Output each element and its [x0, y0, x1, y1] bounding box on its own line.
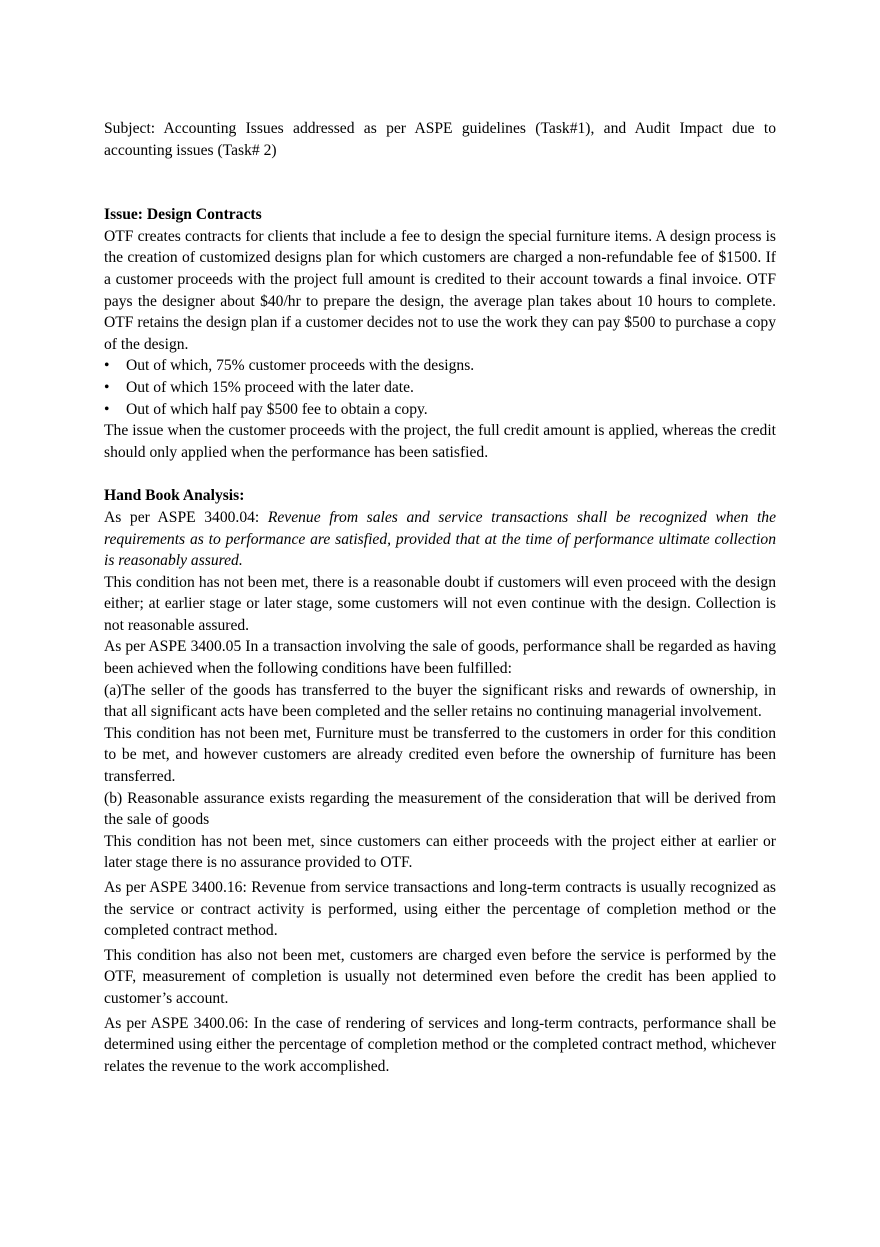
issue-heading: Issue: Design Contracts [104, 206, 262, 224]
condition-b-paragraph: (b) Reasonable assurance exists regarding the measurement of the consideration that will be derived from the sale of goods [104, 789, 776, 829]
bullet-item: • Out of which half pay $500 fee to obtain a copy. [104, 399, 776, 421]
issue-closing: The issue when the customer proceeds with the project, the full credit amount is applied, whereas the credit should only applied when the performance has been satisfied. [104, 422, 776, 461]
bullet-item: • Out of which 15% proceed with the later date. [104, 377, 776, 399]
analysis-paragraph: This condition has not been met, since customers can either proceeds with the project either at earlier or later stage there is no assurance provided to OTF. [104, 832, 776, 872]
issue-section [104, 204, 776, 463]
aspe-3400-04-paragraph [104, 507, 776, 572]
bullet-item: • Out of which, 75% customer proceeds with the designs. [104, 355, 776, 377]
analysis-paragraph: This condition has not been met, there is a reasonable doubt if customers will even proceed with the design either; at earlier stage or later stage, some customers will not even continue with the design. Collection is not reasonable assured. [104, 573, 776, 634]
aspe-3400-04-quote: Revenue from sales and service transactions shall be recognized when the requirements as to performance are satisfied, provided that at the time of performance ultimate collection is reasonably assured. [104, 508, 776, 570]
aspe-3400-05-paragraph: As per ASPE 3400.05 In a transaction involving the sale of goods, performance shall be regarded as having been achieved when the following conditions have been fulfilled: [104, 638, 776, 678]
analysis-paragraph: This condition has not been met, Furniture must be transferred to the customers in order for this condition to be met, and however customers are already credited even before the ownership of furniture has been transferred. [104, 724, 776, 786]
analysis-section [104, 485, 776, 1077]
issue-paragraph: OTF creates contracts for clients that include a fee to design the special furniture items. A design process is the creation of customized designs plan for which customers are charged a non-refundable fee of $1500. If a customer proceeds with the project full amount is credited to their account towards a final invoice. OTF pays the designer about $40/hr to prepare the design, the average plan takes about 10 hours to complete. OTF retains the design plan if a customer decides not to use the work they can pay $500 to purchase a copy of the design. [104, 227, 776, 353]
document-page [104, 118, 776, 1077]
condition-a-paragraph: (a)The seller of the goods has transferred to the buyer the significant risks and rewards of ownership, in that all significant acts have been completed and the seller retains no continuing managerial involvement. [104, 681, 776, 721]
analysis-paragraph: This condition has also not been met, customers are charged even before the service is performed by the OTF, measurement of completion is usually not determined even before the credit has been applied to customer’s account. [104, 946, 776, 1007]
section-spacer [104, 463, 776, 485]
analysis-heading: Hand Book Analysis: [104, 487, 245, 505]
aspe-3400-04-prefix: As per ASPE 3400.04: [104, 508, 268, 526]
issue-bullet-list [104, 355, 776, 420]
aspe-3400-06-paragraph: As per ASPE 3400.06: In the case of rendering of services and long-term contracts, performance shall be determined using either the percentage of completion method or the completed contract method, whichever relates the revenue to the work accomplished. [104, 1014, 776, 1075]
aspe-3400-16-paragraph: As per ASPE 3400.16: Revenue from service transactions and long-term contracts is usually recognized as the service or contract activity is performed, using either the percentage of completion method or the completed contract method. [104, 879, 776, 940]
subject-line: Subject: Accounting Issues addressed as per ASPE guidelines (Task#1), and Audit Impact due to accounting issues (Task# 2) [104, 120, 776, 159]
